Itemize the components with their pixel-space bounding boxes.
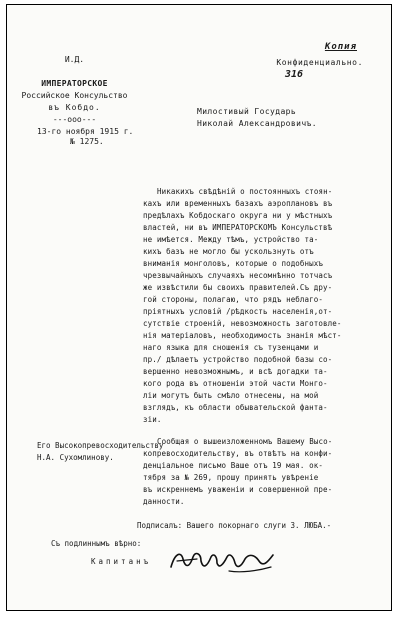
document-date: 13-го ноября 1915 г. (37, 127, 134, 136)
body-line: денцiальное письмо Ваше отъ 19 мая. ок- (143, 461, 323, 470)
body-line: сутствiе строенiй, невозможность заготовле- (143, 319, 342, 328)
header-line-3: Российское Консульство (21, 91, 128, 100)
document-page (6, 4, 392, 611)
body-line: взглядъ, къ области обывательской фанта- (143, 403, 328, 412)
body-line: въ искреннемъ уваженiи и совершенной пре- (143, 485, 333, 494)
body-line: не имѣется. Между тѣмъ, устройство та- (143, 235, 319, 244)
true-copy-line: Съ подлиннымъ вѣрно: (51, 539, 142, 548)
addressee-line-1: Его Высокопревосходительству (37, 441, 164, 450)
body-line: пр./ дѣлаетъ устройство подобной базы со- (143, 355, 333, 364)
header-line-1: И.Д. (64, 55, 85, 64)
addressee-line-2: Н.А. Сухомлинову. (37, 453, 114, 462)
body-line: прiятныхъ условiй /рѣдкость населенiя,от- (143, 307, 333, 316)
signed-by-line: Подписалъ: Вашего покорнаго слуги З. ЛЮБА.- (137, 521, 332, 530)
body-line: предѣлахъ Кобдоскаго округа ни у мѣстныхъ (143, 211, 333, 220)
header-line-4: въ Кобдо. (48, 103, 101, 112)
salutation-line-1: Милостивый Государь (197, 107, 297, 116)
body-line: гой стороны, полагаю, что рядъ неблаго- (143, 295, 323, 304)
handwritten-number: 316 (284, 69, 303, 80)
body-line: копревосходительству, въ отвѣтъ на конфи- (143, 449, 333, 458)
body-line: данности. (143, 497, 185, 506)
salutation-line-2: Николай Александровичъ. (197, 119, 317, 128)
copy-stamp: Копия (324, 42, 357, 52)
body-line: кахъ или временныхъ базахъ аэроплановъ въ (143, 199, 333, 208)
handwritten-signature (167, 547, 277, 575)
body-line: вершенно невозможнымъ, и всѣ догадки та- (143, 367, 328, 376)
body-line: наго языка для сношенiя съ тузенцами и (143, 343, 319, 352)
captain-label: Капитанъ (91, 557, 152, 566)
body-line: кого рода въ отношенiи этой части Монго- (143, 379, 328, 388)
body-line: тября за № 269, прошу принять увѣренiе (143, 473, 319, 482)
header-line-2: ИМПЕРАТОРСКОЕ (41, 79, 108, 88)
body-line: Сообщая о вышеизложенномъ Вашему Высо- (157, 437, 333, 446)
body-line: чрезвычайныхъ случаяхъ несомнѣнно тотчасъ (143, 271, 333, 280)
body-line: зiи. (143, 415, 162, 424)
body-line: лiи могутъ быть смѣло отнесены, на мой (143, 391, 319, 400)
header-line-5: ---ооо--- (52, 115, 97, 124)
body-line: кихъ базъ не могло бы ускользнуть отъ (143, 247, 314, 256)
confidential-mark: Конфиденциально. (276, 58, 363, 67)
body-line: властей, ни въ ИМПЕРАТОРСКОМЪ Консульствѣ (143, 223, 333, 232)
outgoing-number: № 1275. (70, 137, 104, 146)
body-line: нiя матерiаловъ, необходимость знанiя мѣст- (143, 331, 342, 340)
body-line: Никакихъ свѣдѣнiй о постоянныхъ стоян- (157, 187, 333, 196)
body-line: же извѣстили бы своихъ правителей.Съ дру- (143, 283, 333, 292)
body-line: вниманiя монголовъ, которые о подобныхъ (143, 259, 323, 268)
